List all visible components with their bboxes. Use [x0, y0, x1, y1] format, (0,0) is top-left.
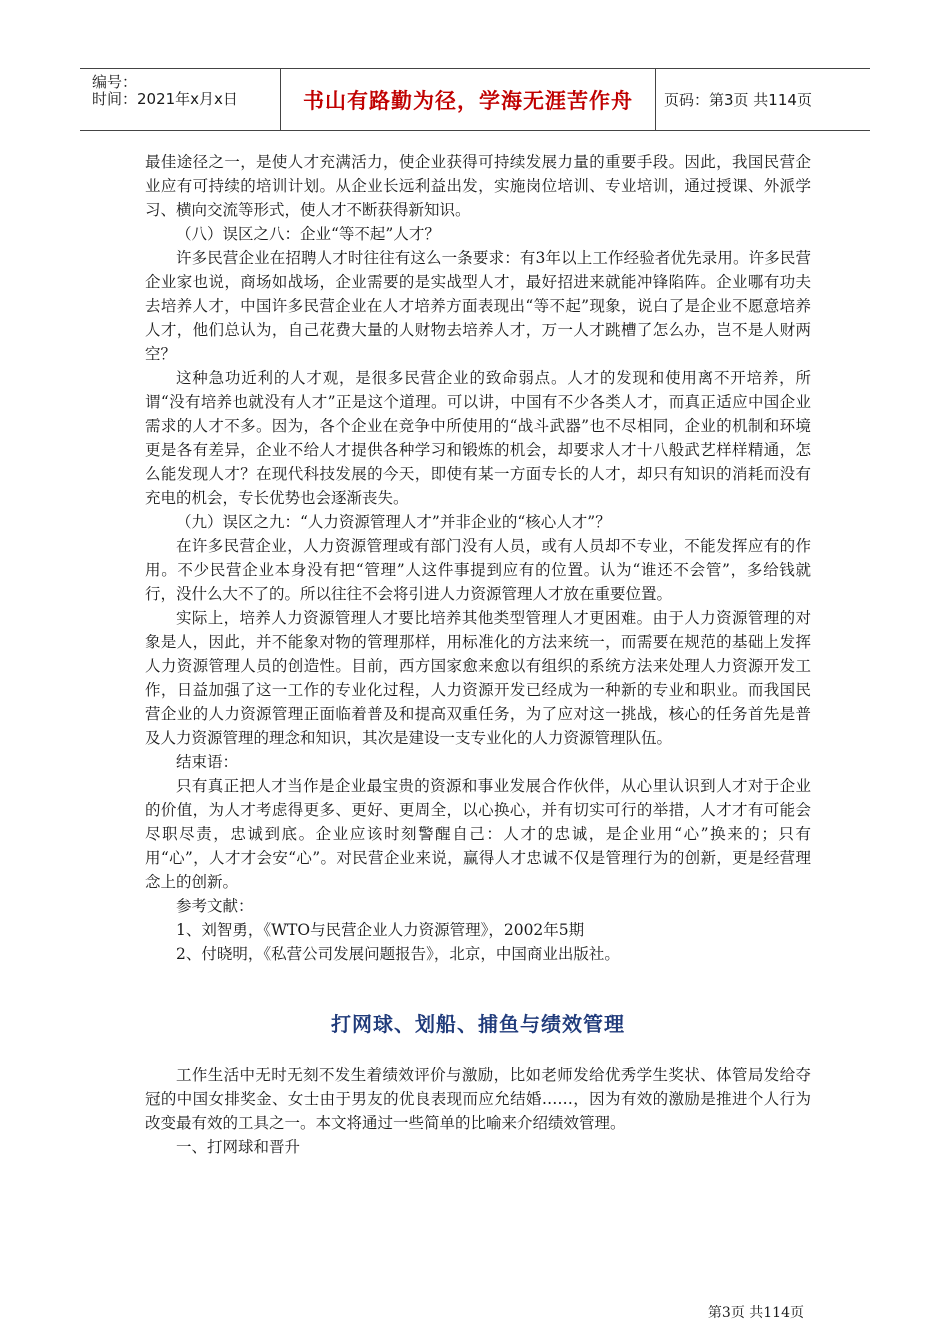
header-motto	[280, 69, 656, 130]
paragraph: （八）误区之八：企业“等不起”人才？	[176, 225, 440, 243]
header-page-code: 页码：第3页 共114页	[664, 91, 812, 109]
paragraph: 工作生活中无时无刻不发生着绩效评价与激励，比如老师发给优秀学生奖状、体管局发给夺冠的中国女排奖金、女士由于男友的优良表现而应允结婚……，因为有效的激励是推进个人行为改变最有效的工具之一。本文将通过一些简单的比喻来介绍绩效管理。	[145, 1066, 811, 1132]
paragraph: 这种急功近利的人才观，是很多民营企业的致命弱点。人才的发现和使用离不开培养，所谓“没有培养也就没有人才”正是这个道理。可以讲，中国有不少各类人才，而真正适应中国企业需求的人才不多。因为，各个企业在竞争中所使用的“战斗武器”也不尽相同，企业的机制和环境更是各有差异，企业不给人才提供各种学习和锻炼的机会，却要求人才十八般武艺样样精通，怎么能发现人才？在现代科技发展的今天，即使有某一方面专长的人才，却只有知识的消耗而没有充电的机会，专长优势也会逐渐丧失。	[145, 369, 811, 507]
header-meta	[80, 69, 280, 130]
paragraph: 参考文献：	[176, 897, 254, 915]
section-hr-misconceptions	[145, 150, 811, 966]
page-footer: 第3页 共114页	[707, 1305, 804, 1321]
paragraph: 1、刘智勇，《WTO与民营企业人力资源管理》，2002年5期	[176, 921, 585, 939]
code-label: 编号：	[92, 73, 138, 91]
article-title: 打网球、划船、捕鱼与绩效管理	[331, 1012, 625, 1036]
paragraph: 只有真正把人才当作是企业最宝贵的资源和事业发展合作伙伴，从心里认识到人才对于企业的价值，为人才考虑得更多、更好、更周全，以心换心，并有切实可行的举措，人才才有可能会尽职尽责，忠诚到底。企业应该时刻警醒自己：人才的忠诚，是企业用“心”换来的；只有用“心”，人才才会安“心”。对民营企业来说，赢得人才忠诚不仅是管理行为的创新，更是经营理念上的创新。	[145, 777, 811, 891]
paragraph: 2、付晓明，《私营公司发展问题报告》，北京，中国商业出版社。	[176, 945, 620, 963]
paragraph: 许多民营企业在招聘人才时往往有这么一条要求：有3年以上工作经验者优先录用。许多民营企业家也说，商场如战场，企业需要的是实战型人才，最好招进来就能冲锋陷阵。企业哪有功夫去培养人才，中国许多民营企业在人才培养方面表现出“等不起”现象，说白了是企业不愿意培养人才，他们总认为，自己花费大量的人财物去培养人才，万一人才跳槽了怎么办，岂不是人财两空？	[145, 249, 811, 363]
section-performance-management	[145, 1063, 811, 1159]
page-header	[80, 68, 870, 131]
paragraph: 最佳途径之一，是使人才充满活力，使企业获得可持续发展力量的重要手段。因此，我国民营企业应有可持续的培训计划。从企业长远利益出发，实施岗位培训、专业培训，通过授课、外派学习、横向交流等形式，使人才不断获得新知识。	[145, 153, 811, 219]
paragraph: （九）误区之九：“人力资源管理人才”并非企业的“核心人才”？	[176, 513, 611, 531]
date-label: 时间：2021年x月x日	[92, 90, 238, 108]
paragraph: 一、打网球和晋升	[176, 1138, 301, 1156]
document-body	[145, 150, 811, 1159]
paragraph: 实际上，培养人力资源管理人才要比培养其他类型管理人才更困难。由于人力资源管理的对象是人，因此，并不能象对物的管理那样，用标准化的方法来统一，而需要在规范的基础上发挥人力资源管理人员的创造性。目前，西方国家愈来愈以有组织的系统方法来处理人力资源开发工作，日益加强了这一工作的专业化过程，人力资源开发已经成为一种新的专业和职业。而我国民营企业的人力资源管理正面临着普及和提高双重任务，为了应对这一挑战，核心的任务首先是普及人力资源管理的理念和知识，其次是建设一支专业化的人力资源管理队伍。	[145, 609, 811, 747]
motto-text: 书山有路勤为径，学海无涯苦作舟	[303, 88, 633, 113]
paragraph: 结束语：	[176, 753, 239, 771]
paragraph: 在许多民营企业，人力资源管理或有部门没有人员，或有人员却不专业，不能发挥应有的作用。不少民营企业本身没有把“管理”人这件事提到应有的位置。认为“谁还不会管”，多给钱就行，没什么大不了的。所以往往不会将引进人力资源管理人才放在重要位置。	[145, 537, 811, 603]
